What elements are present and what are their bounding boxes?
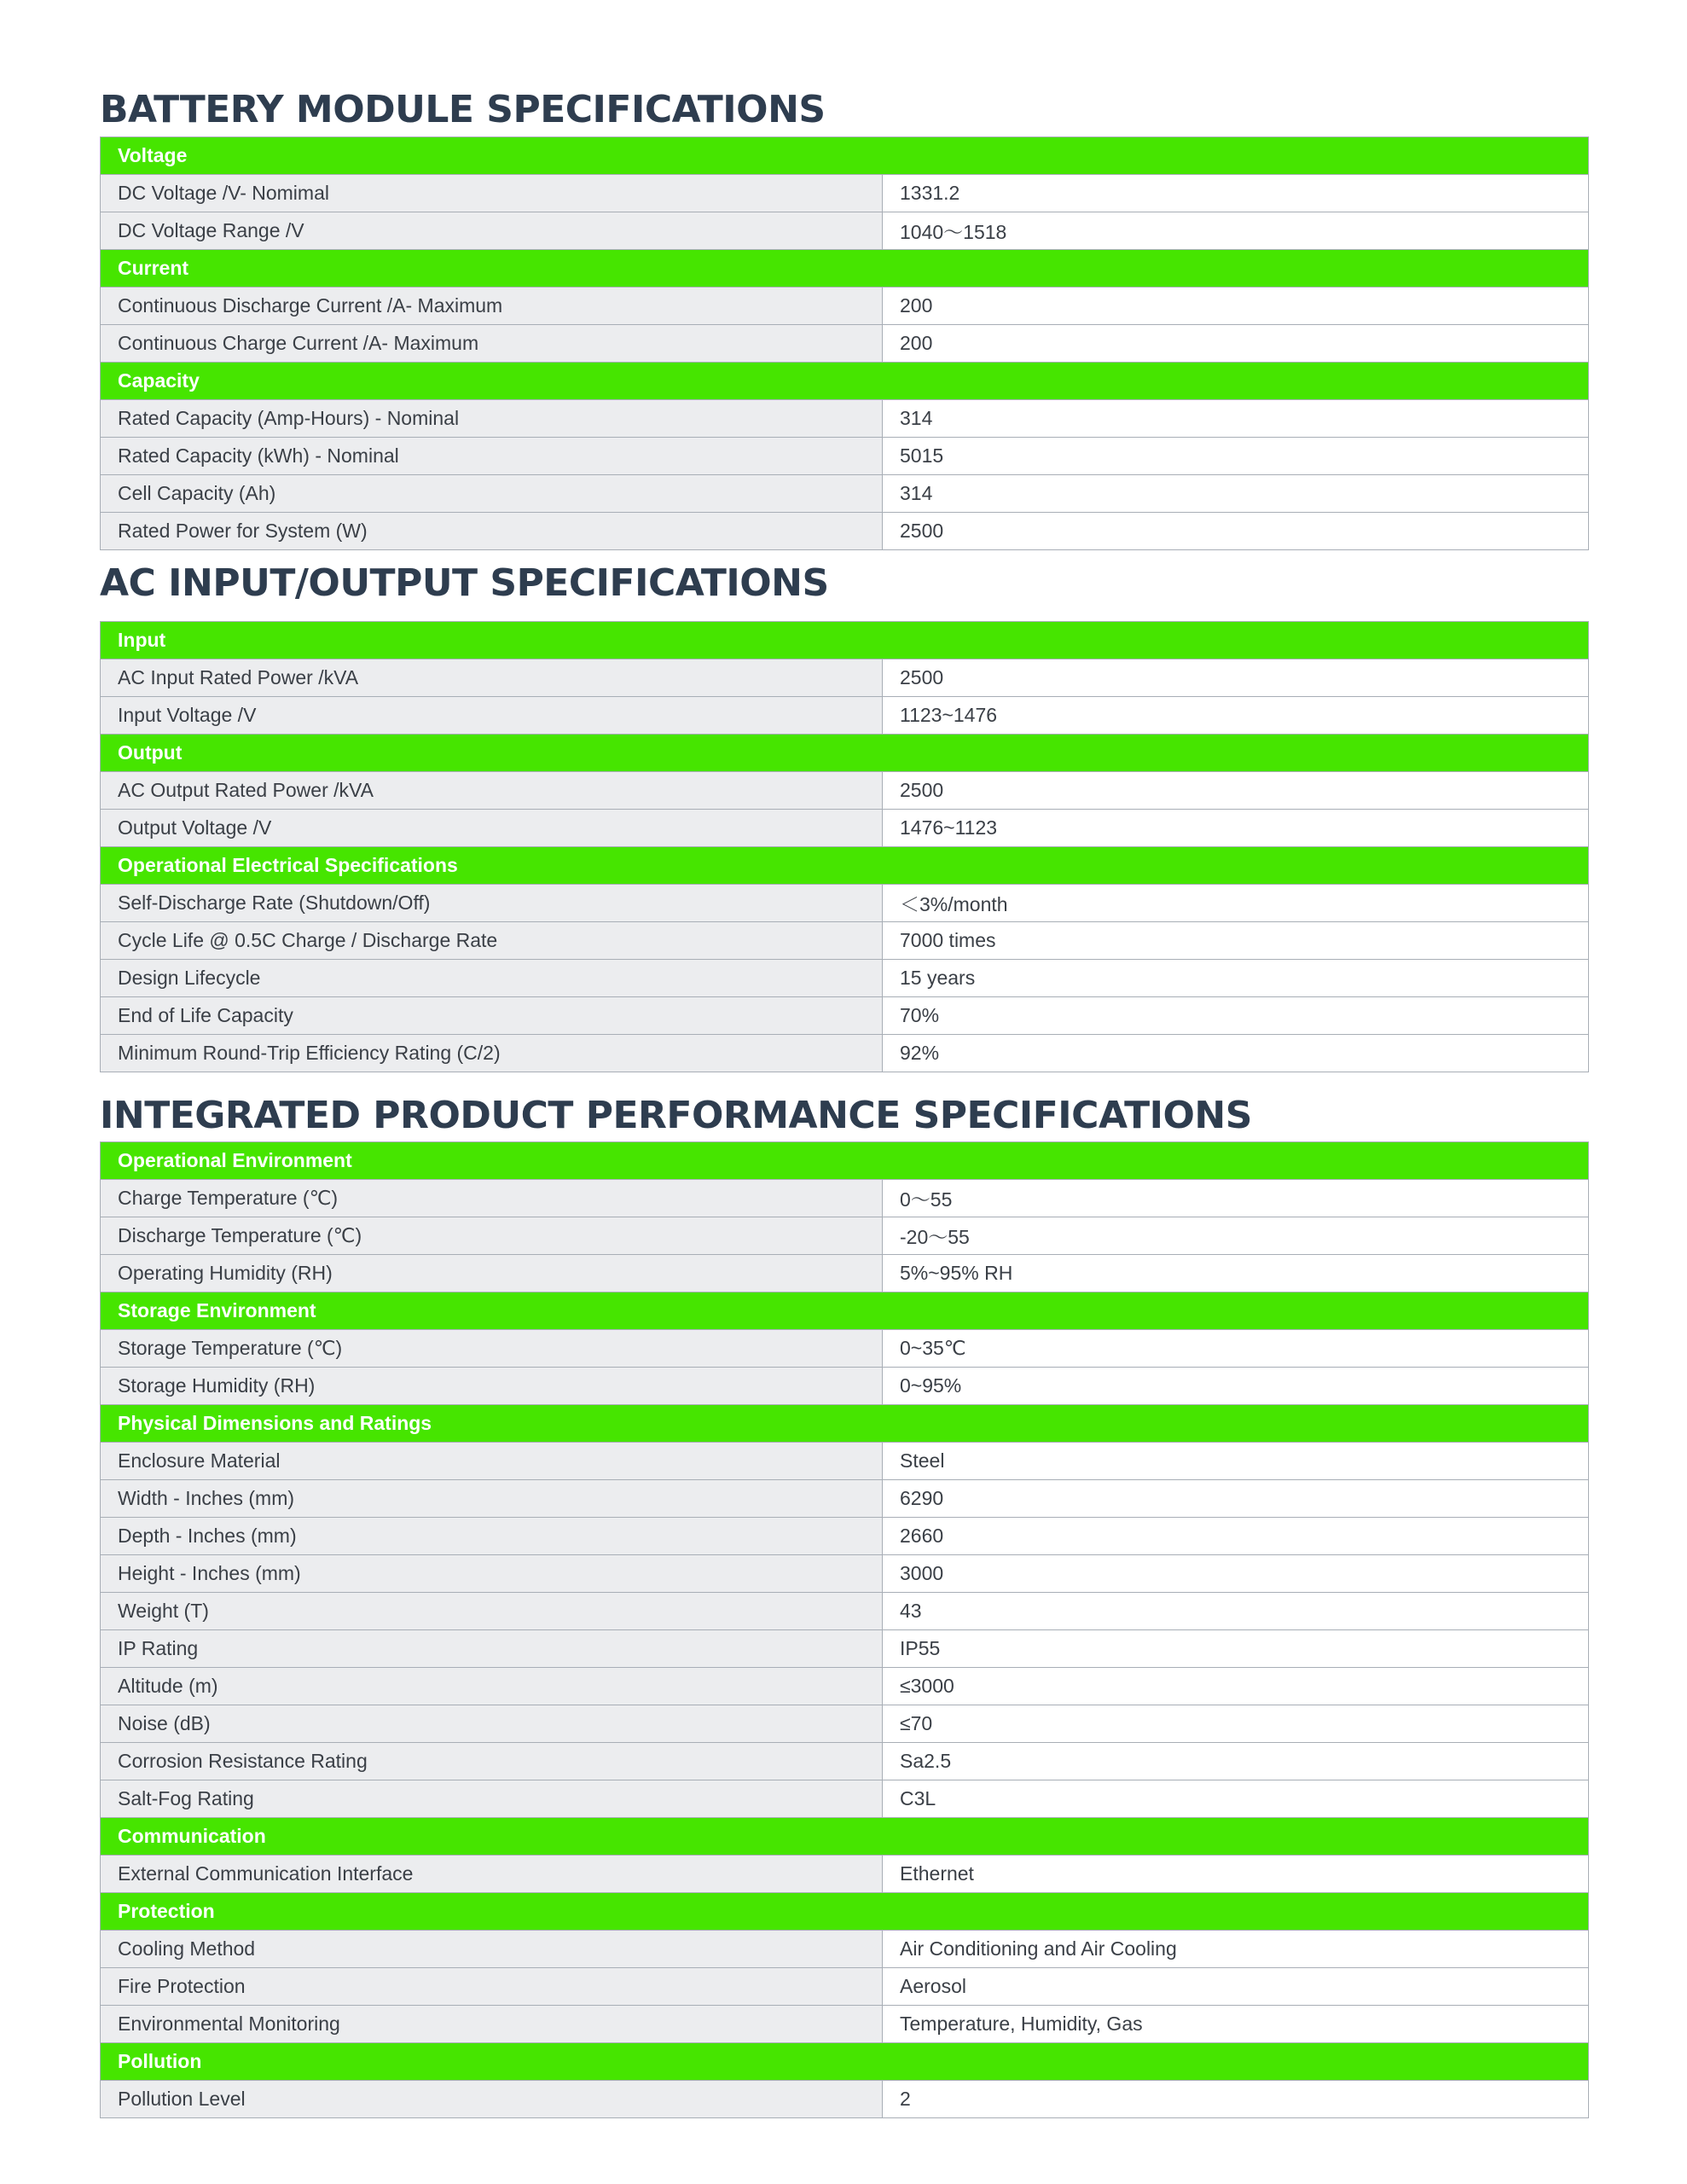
table-row [101, 772, 1589, 810]
table-row [101, 810, 1589, 847]
spec-value: 5%~95% RH [883, 1255, 1589, 1292]
spec-value: Aerosol [883, 1968, 1589, 2006]
spec-table [100, 136, 1589, 550]
table-row [101, 922, 1589, 960]
group-header-row [101, 1405, 1589, 1443]
spec-label: Noise (dB) [101, 1705, 883, 1743]
group-header: Voltage [101, 137, 1589, 175]
group-header-row [101, 622, 1589, 659]
spec-value: 5015 [883, 438, 1589, 475]
spec-label: Discharge Temperature (℃) [101, 1217, 883, 1255]
group-header-row [101, 1893, 1589, 1931]
spec-label: Width - Inches (mm) [101, 1480, 883, 1518]
spec-label: Operating Humidity (RH) [101, 1255, 883, 1292]
spec-label: Depth - Inches (mm) [101, 1518, 883, 1555]
spec-value: 7000 times [883, 922, 1589, 960]
spec-value: Sa2.5 [883, 1743, 1589, 1780]
spec-label: Rated Capacity (Amp-Hours) - Nominal [101, 400, 883, 438]
table-row [101, 1330, 1589, 1368]
table-row [101, 1968, 1589, 2006]
spec-value: 314 [883, 475, 1589, 513]
group-header: Current [101, 250, 1589, 288]
spec-value: 200 [883, 288, 1589, 325]
spec-value: 1123~1476 [883, 697, 1589, 735]
spec-label: Storage Humidity (RH) [101, 1368, 883, 1405]
table-row [101, 1368, 1589, 1405]
spec-label: Rated Power for System (W) [101, 513, 883, 550]
spec-value: 15 years [883, 960, 1589, 997]
table-row [101, 1035, 1589, 1072]
spec-label: Pollution Level [101, 2081, 883, 2118]
group-header: Operational Environment [101, 1142, 1589, 1180]
spec-value: 2500 [883, 513, 1589, 550]
spec-value: 1476~1123 [883, 810, 1589, 847]
spec-value: 2500 [883, 659, 1589, 697]
table-row [101, 212, 1589, 250]
spec-value: 6290 [883, 1480, 1589, 1518]
group-header-row [101, 363, 1589, 400]
spec-value: 314 [883, 400, 1589, 438]
group-header-row [101, 847, 1589, 885]
table-row [101, 1217, 1589, 1255]
table-row [101, 2006, 1589, 2043]
spec-label: Self-Discharge Rate (Shutdown/Off) [101, 885, 883, 922]
table-row [101, 1480, 1589, 1518]
spec-value: 200 [883, 325, 1589, 363]
spec-value: 2500 [883, 772, 1589, 810]
table-row [101, 1856, 1589, 1893]
table-row [101, 1518, 1589, 1555]
spec-label: Input Voltage /V [101, 697, 883, 735]
group-header: Physical Dimensions and Ratings [101, 1405, 1589, 1443]
group-header: Storage Environment [101, 1292, 1589, 1330]
spec-value: 1040～1518 [883, 212, 1589, 250]
spec-value: ≤3000 [883, 1668, 1589, 1705]
spec-label: External Communication Interface [101, 1856, 883, 1893]
group-header-row [101, 2043, 1589, 2081]
table-row [101, 1743, 1589, 1780]
spec-label: Rated Capacity (kWh) - Nominal [101, 438, 883, 475]
table-row [101, 1705, 1589, 1743]
table-row [101, 513, 1589, 550]
spec-label: Cooling Method [101, 1931, 883, 1968]
spec-value: Ethernet [883, 1856, 1589, 1893]
section-title: INTEGRATED PRODUCT PERFORMANCE SPECIFICATIONS [100, 1094, 1252, 1137]
spec-label: Design Lifecycle [101, 960, 883, 997]
spec-value: Air Conditioning and Air Cooling [883, 1931, 1589, 1968]
spec-value: 2 [883, 2081, 1589, 2118]
group-header-row [101, 137, 1589, 175]
table-row [101, 288, 1589, 325]
table-row [101, 997, 1589, 1035]
table-row [101, 697, 1589, 735]
table-row [101, 1255, 1589, 1292]
spec-label: Salt-Fog Rating [101, 1780, 883, 1818]
spec-label: DC Voltage /V- Nomimal [101, 175, 883, 212]
table-row [101, 175, 1589, 212]
spec-value: C3L [883, 1780, 1589, 1818]
spec-value: 1331.2 [883, 175, 1589, 212]
spec-label: Continuous Charge Current /A- Maximum [101, 325, 883, 363]
group-header: Communication [101, 1818, 1589, 1856]
group-header-row [101, 1818, 1589, 1856]
spec-value: 0~95% [883, 1368, 1589, 1405]
group-header-row [101, 1142, 1589, 1180]
spec-value: 70% [883, 997, 1589, 1035]
table-row [101, 2081, 1589, 2118]
spec-label: DC Voltage Range /V [101, 212, 883, 250]
table-row [101, 438, 1589, 475]
table-row [101, 1780, 1589, 1818]
spec-label: Storage Temperature (℃) [101, 1330, 883, 1368]
group-header: Output [101, 735, 1589, 772]
spec-label: End of Life Capacity [101, 997, 883, 1035]
group-header-row [101, 1292, 1589, 1330]
spec-label: Cell Capacity (Ah) [101, 475, 883, 513]
table-row [101, 1180, 1589, 1217]
spec-label: Output Voltage /V [101, 810, 883, 847]
spec-value: -20～55 [883, 1217, 1589, 1255]
spec-label: Enclosure Material [101, 1443, 883, 1480]
table-row [101, 1668, 1589, 1705]
group-header: Operational Electrical Specifications [101, 847, 1589, 885]
table-row [101, 1555, 1589, 1593]
table-row [101, 960, 1589, 997]
spec-table [100, 621, 1589, 1072]
group-header: Pollution [101, 2043, 1589, 2081]
spec-value: 43 [883, 1593, 1589, 1630]
spec-label: Weight (T) [101, 1593, 883, 1630]
group-header: Input [101, 622, 1589, 659]
spec-label: Environmental Monitoring [101, 2006, 883, 2043]
table-row [101, 400, 1589, 438]
spec-label: IP Rating [101, 1630, 883, 1668]
spec-label: AC Output Rated Power /kVA [101, 772, 883, 810]
spec-label: Cycle Life @ 0.5C Charge / Discharge Rate [101, 922, 883, 960]
section-title: BATTERY MODULE SPECIFICATIONS [100, 88, 826, 131]
spec-label: Height - Inches (mm) [101, 1555, 883, 1593]
group-header: Capacity [101, 363, 1589, 400]
spec-label: AC Input Rated Power /kVA [101, 659, 883, 697]
table-row [101, 325, 1589, 363]
spec-value: Steel [883, 1443, 1589, 1480]
spec-label: Minimum Round-Trip Efficiency Rating (C/2) [101, 1035, 883, 1072]
group-header-row [101, 250, 1589, 288]
section-title: AC INPUT/OUTPUT SPECIFICATIONS [100, 561, 829, 605]
spec-label: Corrosion Resistance Rating [101, 1743, 883, 1780]
table-row [101, 885, 1589, 922]
group-header: Protection [101, 1893, 1589, 1931]
spec-label: Charge Temperature (℃) [101, 1180, 883, 1217]
spec-value: Temperature, Humidity, Gas [883, 2006, 1589, 2043]
table-row [101, 1593, 1589, 1630]
spec-value: 0～55 [883, 1180, 1589, 1217]
spec-label: Altitude (m) [101, 1668, 883, 1705]
spec-value: 2660 [883, 1518, 1589, 1555]
spec-table [100, 1141, 1589, 2118]
spec-label: Fire Protection [101, 1968, 883, 2006]
table-row [101, 475, 1589, 513]
spec-value: IP55 [883, 1630, 1589, 1668]
group-header-row [101, 735, 1589, 772]
table-row [101, 1443, 1589, 1480]
table-row [101, 659, 1589, 697]
spec-value: ≤70 [883, 1705, 1589, 1743]
table-row [101, 1931, 1589, 1968]
table-row [101, 1630, 1589, 1668]
spec-value: 92% [883, 1035, 1589, 1072]
spec-value: ＜3%/month [883, 885, 1589, 922]
spec-value: 3000 [883, 1555, 1589, 1593]
spec-label: Continuous Discharge Current /A- Maximum [101, 288, 883, 325]
spec-value: 0~35℃ [883, 1330, 1589, 1368]
